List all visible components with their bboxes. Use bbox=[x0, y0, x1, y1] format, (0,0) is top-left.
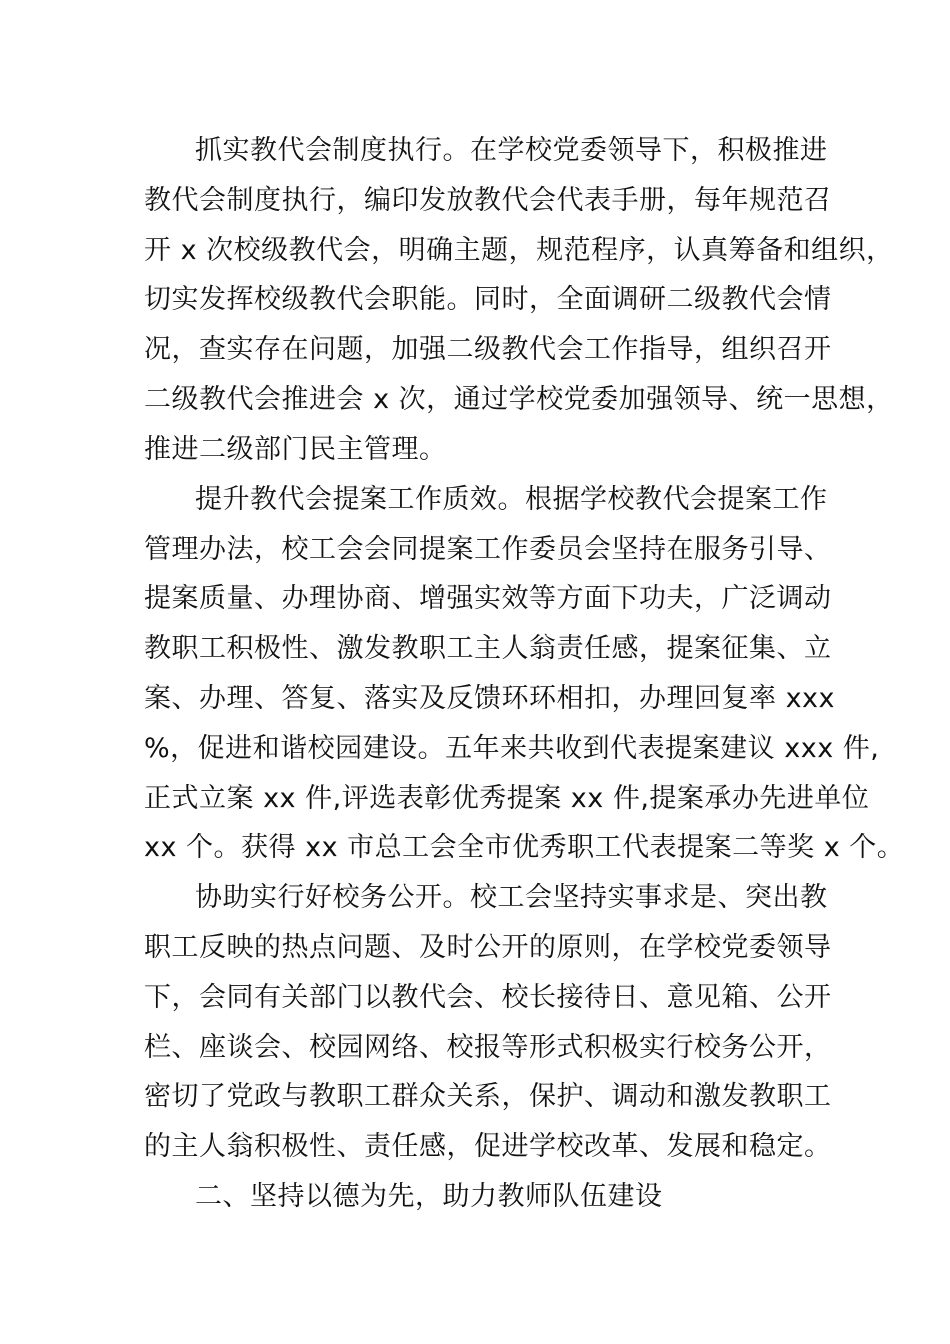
text-line: 抓实教代会制度执行。在学校党委领导下，积极推进 bbox=[195, 135, 828, 166]
text-line: 况，查实存在问题，加强二级教代会工作指导，组织召开 bbox=[144, 334, 832, 365]
text-line: 开 x 次校级教代会，明确主题，规范程序，认真筹备和组织， bbox=[144, 235, 894, 266]
text-line: 教职工积极性、激发教职工主人翁责任感，提案征集、立 bbox=[144, 633, 832, 664]
text-line: 下，会同有关部门以教代会、校长接待日、意见箱、公开 bbox=[144, 982, 832, 1013]
text-line: 管理办法，校工会会同提案工作委员会坚持在服务引导、 bbox=[144, 534, 832, 565]
text-line: 密切了党政与教职工群众关系，保护、调动和激发教职工 bbox=[144, 1081, 832, 1112]
text-line: %，促进和谐校园建设。五年来共收到代表提案建议 xxx 件, bbox=[144, 733, 880, 764]
text-line: 正式立案 xx 件,评选表彰优秀提案 xx 件,提案承办先进单位 bbox=[144, 783, 870, 814]
text-line: 提案质量、办理协商、增强实效等方面下功夫，广泛调动 bbox=[144, 583, 832, 614]
section-heading: 二、坚持以德为先，助力教师队伍建设 bbox=[195, 1181, 663, 1212]
text-line: 推进二级部门民主管理。 bbox=[144, 434, 447, 465]
text-line: 教代会制度执行，编印发放教代会代表手册，每年规范召 bbox=[144, 185, 832, 216]
text-line: 职工反映的热点问题、及时公开的原则，在学校党委领导 bbox=[144, 932, 832, 963]
text-line: 栏、座谈会、校园网络、校报等形式积极实行校务公开， bbox=[144, 1032, 832, 1063]
text-line: xx 个。获得 xx 市总工会全市优秀职工代表提案二等奖 x 个。 bbox=[144, 832, 905, 863]
text-line: 协助实行好校务公开。校工会坚持实事求是、突出教 bbox=[195, 882, 828, 913]
text-line: 案、办理、答复、落实及反馈环环相扣，办理回复率 xxx bbox=[144, 683, 836, 714]
text-line: 的主人翁积极性、责任感，促进学校改革、发展和稳定。 bbox=[144, 1131, 832, 1162]
text-line: 二级教代会推进会 x 次，通过学校党委加强领导、统一思想， bbox=[144, 384, 894, 415]
text-line: 提升教代会提案工作质效。根据学校教代会提案工作 bbox=[195, 484, 828, 515]
text-line: 切实发挥校级教代会职能。同时，全面调研二级教代会情 bbox=[144, 284, 832, 315]
